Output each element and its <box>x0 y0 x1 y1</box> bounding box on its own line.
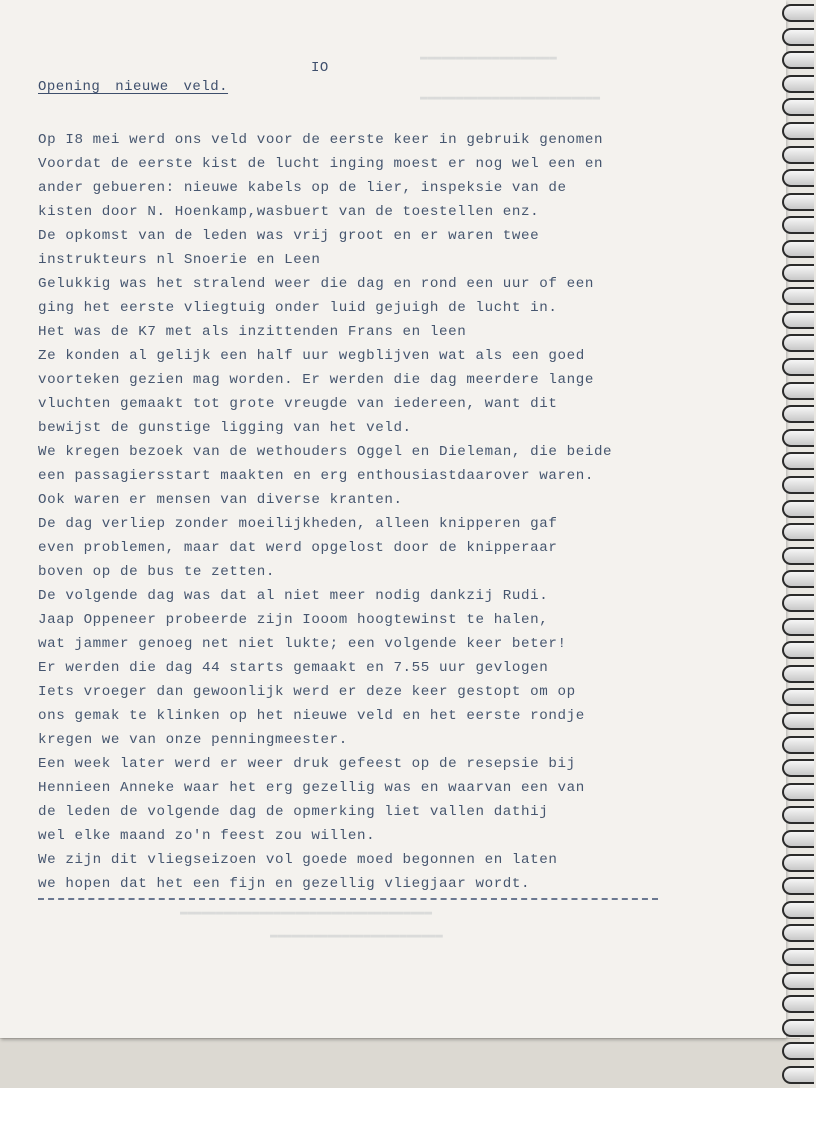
binding-ring <box>782 405 814 423</box>
text-line: wel elke maand zo'n feest zou willen. <box>38 828 376 844</box>
text-line: We kregen bezoek van de wethouders Oggel en Dieleman, die beide <box>38 444 613 460</box>
text-line: Iets vroeger dan gewoonlijk werd er deze keer gestopt om op <box>38 684 576 700</box>
binding-ring <box>782 688 814 706</box>
text-line: kregen we van onze penningmeester. <box>38 732 348 748</box>
background-strip <box>0 1088 816 1123</box>
binding-ring <box>782 665 814 683</box>
binding-ring <box>782 759 814 777</box>
binding-ring <box>782 334 814 352</box>
text-line: voorteken gezien mag worden. Er werden die dag meerdere lange <box>38 372 594 388</box>
text-line: Hennieen Anneke waar het erg gezellig was en waarvan een van <box>38 780 585 796</box>
text-line: vluchten gemaakt tot grote vreugde van iedereen, want dit <box>38 396 558 412</box>
binding-ring <box>782 547 814 565</box>
show-through-texture: ▬▬▬▬▬▬▬▬▬▬▬▬▬▬▬▬▬▬▬ <box>420 50 557 64</box>
binding-ring <box>782 28 814 46</box>
binding-ring <box>782 75 814 93</box>
binding-ring <box>782 169 814 187</box>
binding-ring <box>782 500 814 518</box>
underlying-page-edge <box>0 1038 800 1089</box>
text-line: wat jammer genoeg net niet lukte; een volgende keer beter! <box>38 636 567 652</box>
binding-ring <box>782 240 814 258</box>
binding-ring <box>782 193 814 211</box>
binding-ring <box>782 523 814 541</box>
text-line: instrukteurs nl Snoerie en Leen <box>38 252 321 268</box>
text-line: ging het eerste vliegtuig onder luid gejuigh de lucht in. <box>38 300 558 316</box>
binding-ring <box>782 1019 814 1037</box>
binding-ring <box>782 216 814 234</box>
text-line: De dag verliep zonder moeilijkheden, alleen knipperen gaf <box>38 516 558 532</box>
binding-ring <box>782 830 814 848</box>
binding-ring <box>782 1066 814 1084</box>
binding-ring <box>782 476 814 494</box>
page-title: Opening nieuwe veld. <box>38 79 229 95</box>
text-line: boven op de bus te zetten. <box>38 564 275 580</box>
text-line: Jaap Oppeneer probeerde zijn Iooom hoogtewinst te halen, <box>38 612 549 628</box>
page-number: IO <box>311 60 329 76</box>
text-line: een passagiersstart maakten en erg enthousiastdaarover waren. <box>38 468 594 484</box>
binding-ring <box>782 712 814 730</box>
text-line: de leden de volgende dag de opmerking liet vallen dathij <box>38 804 549 820</box>
text-line: bewijst de gunstige ligging van het veld. <box>38 420 412 436</box>
text-line: De volgende dag was dat al niet meer nodig dankzij Rudi. <box>38 588 549 604</box>
body-text <box>38 128 612 896</box>
text-line: we hopen dat het een fijn en gezellig vliegjaar wordt. <box>38 876 531 892</box>
binding-ring <box>782 854 814 872</box>
text-line: Er werden die dag 44 starts gemaakt en 7.55 uur gevlogen <box>38 660 549 676</box>
binding-ring <box>782 594 814 612</box>
binding-ring <box>782 4 814 22</box>
binding-ring <box>782 570 814 588</box>
text-line: Gelukkig was het stralend weer die dag en rond een uur of een <box>38 276 594 292</box>
binding-ring <box>782 287 814 305</box>
binding-ring <box>782 429 814 447</box>
text-line: kisten door N. Hoenkamp,wasbuert van de toestellen enz. <box>38 204 540 220</box>
binding-ring <box>782 264 814 282</box>
binding-ring <box>782 641 814 659</box>
binding-ring <box>782 924 814 942</box>
binding-ring <box>782 972 814 990</box>
binding-ring <box>782 452 814 470</box>
binding-ring <box>782 311 814 329</box>
comb-binding <box>782 0 816 1090</box>
binding-ring <box>782 877 814 895</box>
text-line: ander gebueren: nieuwe kabels op de lier, inspeksie van de <box>38 180 567 196</box>
binding-ring <box>782 122 814 140</box>
binding-ring <box>782 146 814 164</box>
binding-ring <box>782 358 814 376</box>
text-line: Ze konden al gelijk een half uur wegblijven wat als een goed <box>38 348 585 364</box>
text-line: Voordat de eerste kist de lucht inging moest er nog wel een en <box>38 156 604 172</box>
binding-ring <box>782 948 814 966</box>
binding-ring <box>782 806 814 824</box>
text-line: even problemen, maar dat werd opgelost door de knipperaar <box>38 540 558 556</box>
binding-ring <box>782 783 814 801</box>
text-line: ons gemak te klinken op het nieuwe veld en het eerste rondje <box>38 708 585 724</box>
binding-ring <box>782 382 814 400</box>
text-line: Het was de K7 met als inzittenden Frans en leen <box>38 324 467 340</box>
text-line: Een week later werd er weer druk gefeest op de resepsie bij <box>38 756 576 772</box>
text-line: Ook waren er mensen van diverse kranten. <box>38 492 403 508</box>
text-line: We zijn dit vliegseizoen vol goede moed begonnen en laten <box>38 852 558 868</box>
show-through-texture: ▬▬▬▬▬▬▬▬▬▬▬▬▬▬▬▬▬▬▬▬▬▬▬▬ <box>270 928 443 942</box>
binding-ring <box>782 618 814 636</box>
show-through-texture: ▬▬▬▬▬▬▬▬▬▬▬▬▬▬▬▬▬▬▬▬▬▬▬▬▬▬▬▬▬▬▬▬▬▬▬ <box>180 905 433 919</box>
closing-dashed-rule <box>38 898 658 900</box>
show-through-texture: ▬▬▬▬▬▬▬▬▬▬▬▬▬▬▬▬▬▬▬▬▬▬▬▬▬ <box>420 90 601 104</box>
text-line: Op I8 mei werd ons veld voor de eerste keer in gebruik genomen <box>38 132 604 148</box>
binding-ring <box>782 736 814 754</box>
binding-ring <box>782 995 814 1013</box>
binding-ring <box>782 1042 814 1060</box>
binding-ring <box>782 901 814 919</box>
binding-ring <box>782 51 814 69</box>
binding-ring <box>782 98 814 116</box>
text-line: De opkomst van de leden was vrij groot en er waren twee <box>38 228 540 244</box>
